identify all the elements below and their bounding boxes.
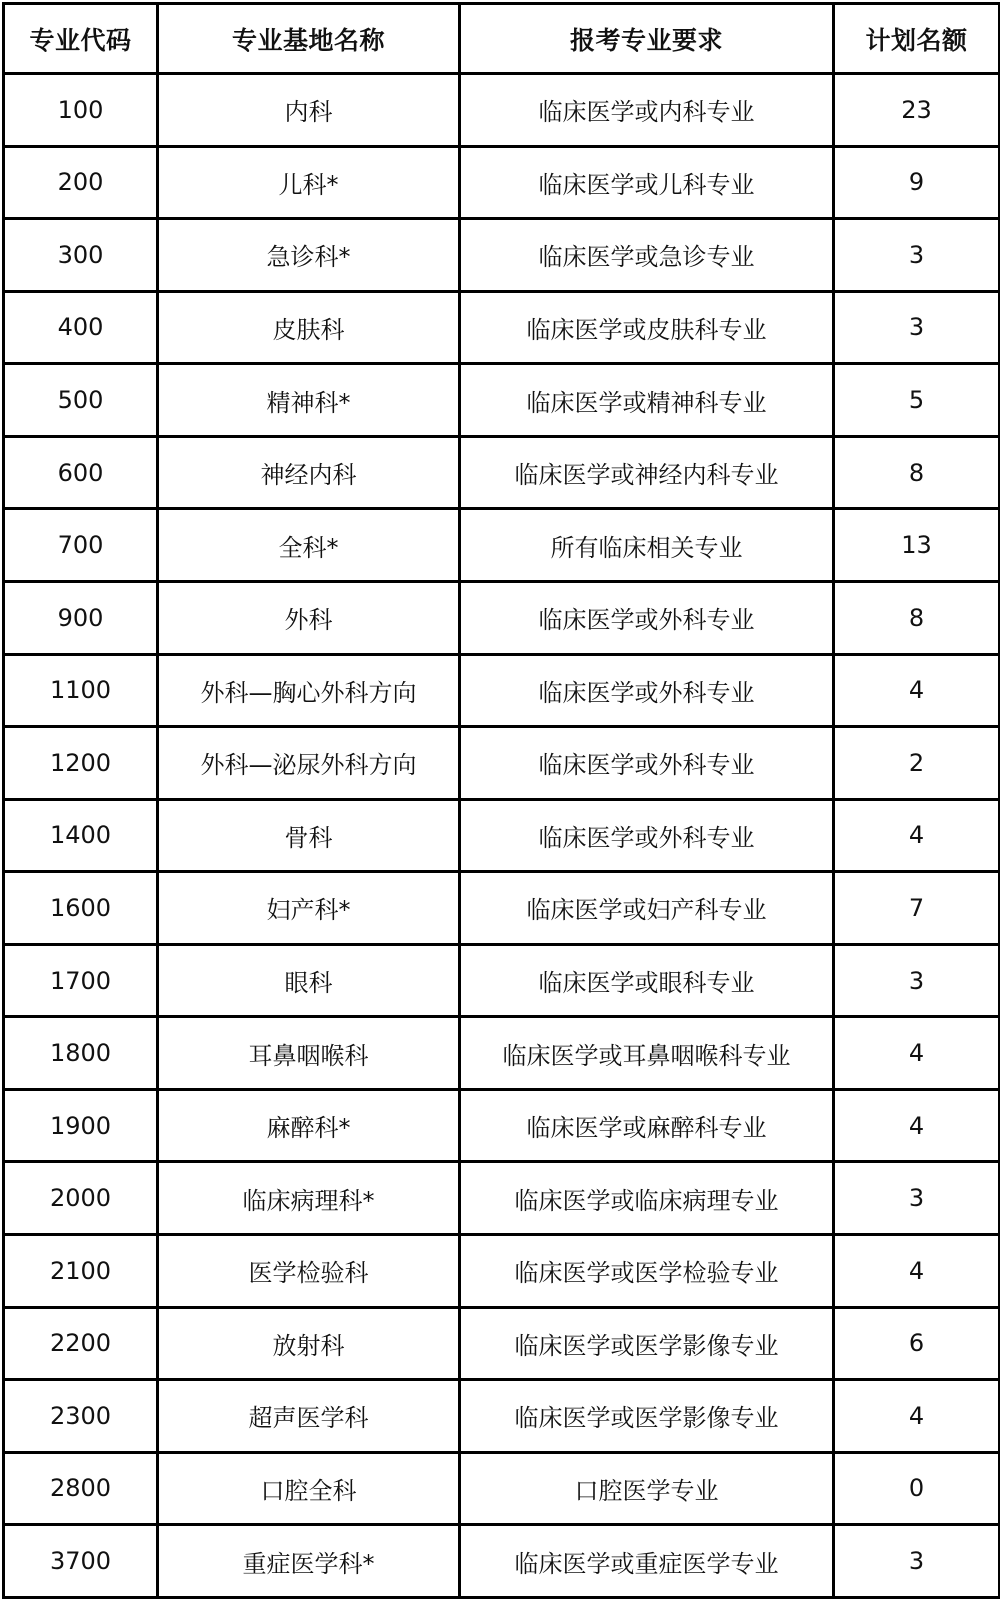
cell-name: 口腔全科: [158, 1452, 460, 1525]
header-quota: 计划名额: [834, 4, 1000, 74]
cell-name: 重症医学科*: [158, 1525, 460, 1598]
table-row: [4, 581, 1000, 654]
table-row: [4, 654, 1000, 727]
header-name: 专业基地名称: [158, 4, 460, 74]
specialty-quota-table: [2, 2, 1000, 1599]
cell-code: 1200: [4, 727, 158, 800]
cell-name: 内科: [158, 74, 460, 147]
cell-name: 外科—胸心外科方向: [158, 654, 460, 727]
table-row: [4, 436, 1000, 509]
cell-quota: 4: [834, 1235, 1000, 1308]
cell-quota: 8: [834, 436, 1000, 509]
cell-code: 1600: [4, 872, 158, 945]
table-row: [4, 727, 1000, 800]
cell-requirement: 临床医学或医学影像专业: [460, 1380, 834, 1453]
cell-name: 外科—泌尿外科方向: [158, 727, 460, 800]
cell-quota: 9: [834, 146, 1000, 219]
cell-requirement: 临床医学或精神科专业: [460, 364, 834, 437]
table-row: [4, 1525, 1000, 1598]
cell-name: 妇产科*: [158, 872, 460, 945]
cell-code: 700: [4, 509, 158, 582]
cell-name: 超声医学科: [158, 1380, 460, 1453]
cell-requirement: 临床医学或眼科专业: [460, 944, 834, 1017]
cell-requirement: 临床医学或外科专业: [460, 581, 834, 654]
table-row: [4, 1162, 1000, 1235]
cell-quota: 6: [834, 1307, 1000, 1380]
cell-requirement: 临床医学或妇产科专业: [460, 872, 834, 945]
cell-requirement: 临床医学或外科专业: [460, 654, 834, 727]
cell-code: 1900: [4, 1089, 158, 1162]
cell-code: 1800: [4, 1017, 158, 1090]
cell-code: 2300: [4, 1380, 158, 1453]
header-row: [4, 4, 1000, 74]
cell-quota: 4: [834, 1089, 1000, 1162]
cell-quota: 3: [834, 291, 1000, 364]
cell-quota: 3: [834, 944, 1000, 1017]
cell-quota: 4: [834, 799, 1000, 872]
cell-code: 2000: [4, 1162, 158, 1235]
cell-code: 1700: [4, 944, 158, 1017]
header-code: 专业代码: [4, 4, 158, 74]
table-row: [4, 146, 1000, 219]
cell-code: 2200: [4, 1307, 158, 1380]
cell-name: 外科: [158, 581, 460, 654]
table-body: [4, 74, 1000, 1598]
cell-name: 全科*: [158, 509, 460, 582]
cell-quota: 7: [834, 872, 1000, 945]
cell-code: 1100: [4, 654, 158, 727]
cell-name: 皮肤科: [158, 291, 460, 364]
cell-name: 精神科*: [158, 364, 460, 437]
cell-quota: 5: [834, 364, 1000, 437]
cell-quota: 23: [834, 74, 1000, 147]
cell-code: 3700: [4, 1525, 158, 1598]
cell-name: 急诊科*: [158, 219, 460, 292]
cell-quota: 8: [834, 581, 1000, 654]
table-row: [4, 1089, 1000, 1162]
cell-quota: 4: [834, 1380, 1000, 1453]
cell-name: 放射科: [158, 1307, 460, 1380]
cell-requirement: 临床医学或外科专业: [460, 727, 834, 800]
cell-requirement: 临床医学或急诊专业: [460, 219, 834, 292]
cell-quota: 2: [834, 727, 1000, 800]
cell-requirement: 所有临床相关专业: [460, 509, 834, 582]
header-requirement: 报考专业要求: [460, 4, 834, 74]
cell-name: 骨科: [158, 799, 460, 872]
cell-code: 300: [4, 219, 158, 292]
cell-code: 900: [4, 581, 158, 654]
cell-quota: 13: [834, 509, 1000, 582]
cell-requirement: 临床医学或医学影像专业: [460, 1307, 834, 1380]
cell-name: 儿科*: [158, 146, 460, 219]
cell-quota: 4: [834, 1017, 1000, 1090]
table-row: [4, 1235, 1000, 1308]
table-row: [4, 509, 1000, 582]
cell-quota: 4: [834, 654, 1000, 727]
cell-code: 1400: [4, 799, 158, 872]
cell-name: 耳鼻咽喉科: [158, 1017, 460, 1090]
table-row: [4, 291, 1000, 364]
cell-requirement: 临床医学或神经内科专业: [460, 436, 834, 509]
cell-code: 2100: [4, 1235, 158, 1308]
table-row: [4, 1307, 1000, 1380]
table-header: [4, 4, 1000, 74]
table-row: [4, 74, 1000, 147]
cell-name: 医学检验科: [158, 1235, 460, 1308]
cell-quota: 3: [834, 219, 1000, 292]
cell-requirement: 临床医学或皮肤科专业: [460, 291, 834, 364]
cell-code: 2800: [4, 1452, 158, 1525]
cell-quota: 3: [834, 1525, 1000, 1598]
cell-requirement: 临床医学或临床病理专业: [460, 1162, 834, 1235]
table-row: [4, 799, 1000, 872]
table-row: [4, 219, 1000, 292]
table-row: [4, 872, 1000, 945]
cell-name: 眼科: [158, 944, 460, 1017]
table-row: [4, 1452, 1000, 1525]
cell-requirement: 临床医学或儿科专业: [460, 146, 834, 219]
cell-requirement: 临床医学或内科专业: [460, 74, 834, 147]
cell-code: 200: [4, 146, 158, 219]
cell-requirement: 临床医学或医学检验专业: [460, 1235, 834, 1308]
cell-quota: 0: [834, 1452, 1000, 1525]
cell-requirement: 临床医学或外科专业: [460, 799, 834, 872]
table-row: [4, 364, 1000, 437]
cell-code: 100: [4, 74, 158, 147]
cell-requirement: 临床医学或耳鼻咽喉科专业: [460, 1017, 834, 1090]
cell-name: 麻醉科*: [158, 1089, 460, 1162]
cell-quota: 3: [834, 1162, 1000, 1235]
table-row: [4, 1017, 1000, 1090]
cell-requirement: 临床医学或重症医学专业: [460, 1525, 834, 1598]
table-row: [4, 944, 1000, 1017]
cell-requirement: 临床医学或麻醉科专业: [460, 1089, 834, 1162]
cell-requirement: 口腔医学专业: [460, 1452, 834, 1525]
cell-code: 400: [4, 291, 158, 364]
cell-code: 500: [4, 364, 158, 437]
cell-code: 600: [4, 436, 158, 509]
cell-name: 临床病理科*: [158, 1162, 460, 1235]
cell-name: 神经内科: [158, 436, 460, 509]
table-row: [4, 1380, 1000, 1453]
